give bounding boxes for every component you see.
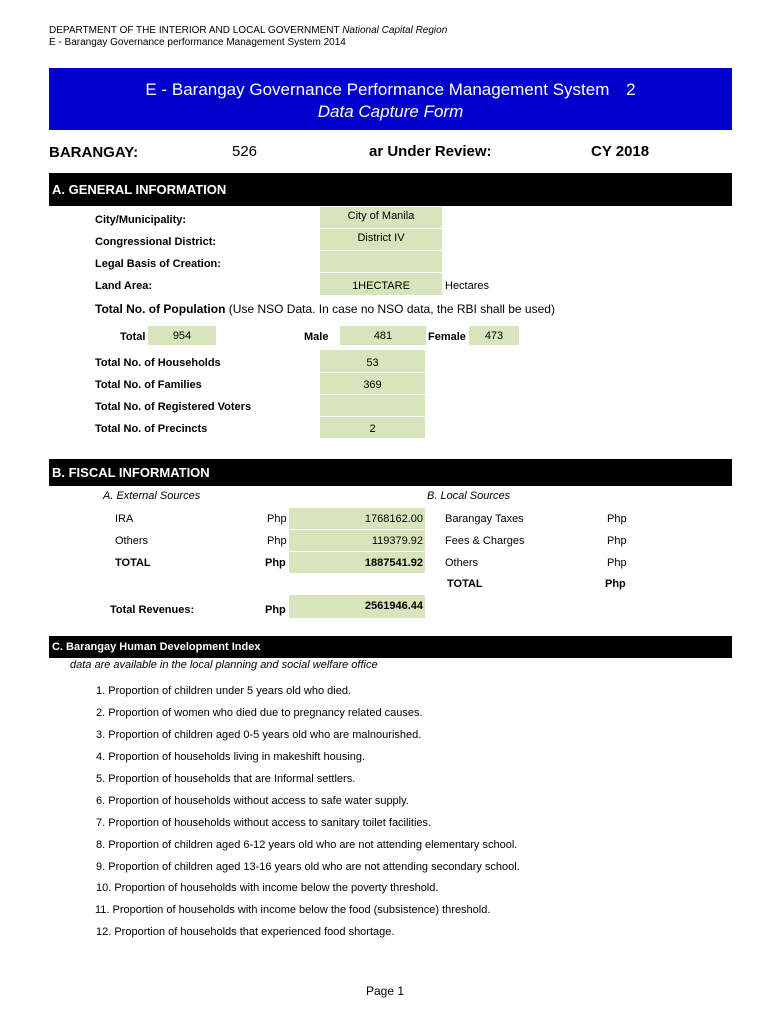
families-field[interactable] — [320, 373, 425, 394]
precincts-label: Total No. of Precincts — [95, 423, 208, 435]
land-area-field[interactable] — [320, 273, 442, 295]
review-value: CY 2018 — [591, 143, 650, 160]
system-subheader: E - Barangay Governance performance Management System 2014 — [49, 37, 346, 48]
section-c-header — [49, 636, 732, 658]
local-fees-label: Fees & Charges — [445, 535, 525, 547]
female-field[interactable] — [469, 326, 519, 345]
hdi-item-4: 4. Proportion of households living in makeshift housing. — [96, 751, 366, 763]
external-sources-heading: A. External Sources — [103, 490, 201, 502]
households-value: 53 — [366, 357, 379, 369]
local-total-currency: Php — [605, 578, 626, 590]
local-taxes-currency: Php — [607, 513, 627, 525]
total-revenues-currency: Php — [265, 604, 286, 616]
total-population-label: Total — [120, 331, 146, 343]
population-note: (Use NSO Data. In case no NSO data, the RBI shall be used) — [228, 302, 555, 316]
hdi-item-11: 11. Proportion of households with income below the food (subsistence) threshold. — [95, 904, 491, 916]
section-c-title: C. Barangay Human Development Index — [52, 641, 261, 653]
households-label: Total No. of Households — [95, 357, 221, 369]
local-others-label: Others — [445, 557, 479, 569]
local-others-currency: Php — [607, 557, 627, 569]
female-value: 473 — [484, 330, 504, 342]
title-banner — [49, 68, 732, 130]
total-revenues-label: Total Revenues: — [110, 604, 195, 616]
ira-currency: Php — [267, 513, 287, 525]
external-total-value: 1887541.92 — [364, 557, 423, 569]
local-taxes-label: Barangay Taxes — [445, 513, 524, 525]
department-header — [49, 25, 447, 37]
city-value: City of Manila — [347, 210, 415, 222]
population-heading — [95, 302, 555, 316]
barangay-value: 526 — [232, 143, 258, 160]
precincts-value: 2 — [369, 423, 376, 435]
hdi-item-7: 7. Proportion of households without access to sanitary toilet facilities. — [96, 817, 432, 829]
hdi-item-2: 2. Proportion of women who died due to pregnancy related causes. — [96, 707, 423, 719]
male-label: Male — [304, 331, 329, 343]
city-field[interactable] — [320, 207, 442, 228]
voters-label: Total No. of Registered Voters — [95, 401, 252, 413]
banner-title: E - Barangay Governance Performance Management System — [145, 80, 610, 99]
ira-label: IRA — [115, 513, 134, 525]
external-others-field[interactable] — [289, 530, 425, 551]
total-population-field[interactable] — [148, 326, 216, 345]
section-b-title: B. FISCAL INFORMATION — [52, 465, 210, 480]
male-field[interactable] — [340, 326, 426, 345]
land-area-unit: Hectares — [445, 280, 490, 292]
external-total-currency: Php — [265, 557, 286, 569]
male-value: 481 — [373, 330, 393, 342]
city-label: City/Municipality: — [95, 214, 187, 226]
section-c-note: data are available in the local planning and social welfare office — [70, 659, 378, 671]
female-label: Female — [428, 331, 466, 343]
land-area-label: Land Area: — [95, 280, 153, 292]
legal-basis-field[interactable] — [320, 251, 442, 272]
section-a-header — [49, 173, 732, 206]
hdi-item-10: 10. Proportion of households with income below the poverty threshold. — [96, 882, 439, 894]
hdi-item-3: 3. Proportion of children aged 0-5 years old who are malnourished. — [96, 729, 422, 741]
total-population-value: 954 — [172, 330, 192, 342]
population-label: Total No. of Population — [95, 302, 226, 316]
hdi-item-6: 6. Proportion of households without access to safe water supply. — [96, 795, 409, 807]
ira-field[interactable] — [289, 508, 425, 529]
hdi-item-12: 12. Proportion of households that experienced food shortage. — [96, 926, 395, 938]
external-others-currency: Php — [267, 535, 287, 547]
section-b-header — [49, 459, 732, 486]
local-total-label: TOTAL — [447, 578, 483, 590]
voters-field[interactable] — [320, 395, 425, 416]
external-others-label: Others — [115, 535, 149, 547]
external-total-field[interactable] — [289, 552, 425, 573]
land-area-value: 1HECTARE — [352, 280, 410, 292]
local-fees-currency: Php — [607, 535, 627, 547]
households-field[interactable] — [320, 350, 425, 372]
section-a-title: A. GENERAL INFORMATION — [52, 182, 227, 197]
hdi-item-5: 5. Proportion of households that are Informal settlers. — [96, 773, 356, 785]
department-name: DEPARTMENT OF THE INTERIOR AND LOCAL GOVERNMENT — [49, 25, 340, 36]
ira-value: 1768162.00 — [364, 513, 423, 525]
total-revenues-value: 2561946.44 — [364, 600, 423, 612]
precincts-field[interactable] — [320, 417, 425, 438]
district-label: Congressional District: — [95, 236, 217, 248]
barangay-label: BARANGAY: — [49, 144, 139, 161]
region-name: National Capital Region — [342, 25, 448, 36]
families-value: 369 — [363, 379, 382, 391]
external-others-value: 119379.92 — [371, 535, 423, 547]
review-label: ar Under Review: — [369, 143, 492, 160]
total-revenues-field[interactable] — [289, 595, 425, 618]
hdi-item-8: 8. Proportion of children aged 6-12 years old who are not attending elementary school. — [96, 839, 518, 851]
district-value: District IV — [357, 232, 405, 244]
page-number: Page 1 — [366, 984, 405, 998]
legal-basis-label: Legal Basis of Creation: — [95, 258, 221, 270]
external-total-label: TOTAL — [115, 557, 151, 569]
banner-title-row — [49, 80, 732, 100]
banner-number: 2 — [626, 80, 636, 99]
families-label: Total No. of Families — [95, 379, 202, 391]
banner-subtitle: Data Capture Form — [317, 102, 464, 121]
local-sources-heading: B. Local Sources — [427, 490, 511, 502]
hdi-item-1: 1. Proportion of children under 5 years old who died. — [96, 685, 351, 697]
hdi-item-9: 9. Proportion of children aged 13-16 years old who are not attending secondary school. — [96, 861, 520, 873]
district-field[interactable] — [320, 229, 442, 250]
